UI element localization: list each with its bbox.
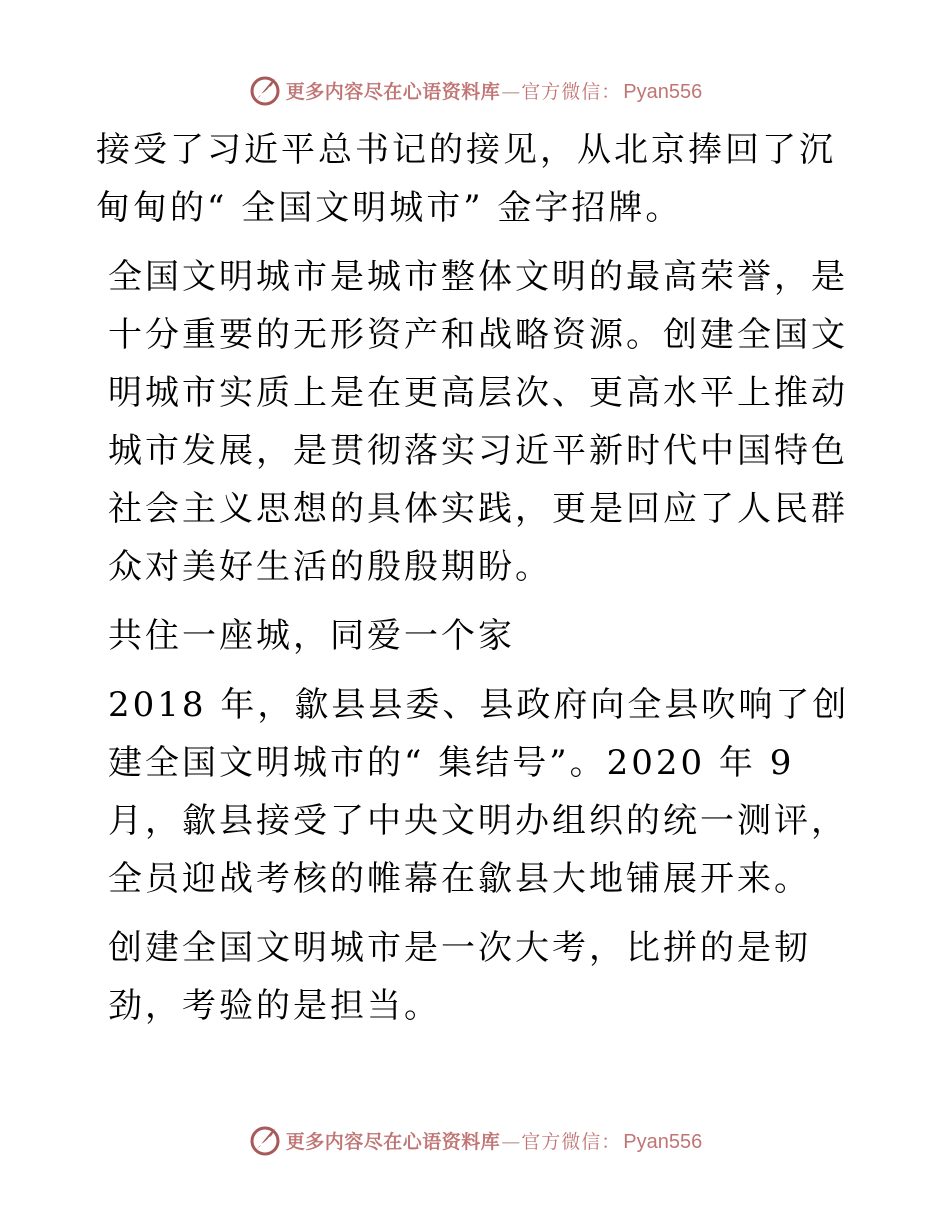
header-site-name: 更多内容尽在心语资料库 [285, 80, 501, 103]
footer-dash: — [501, 1130, 521, 1153]
footer-text [286, 1127, 703, 1154]
paragraph-1: 接受了习近平总书记的接见，从北京捧回了沉甸甸的“ 全国文明城市” 金字招牌。 [96, 130, 836, 228]
quill-logo-icon [248, 1123, 282, 1157]
footer-wechat-id: Pyan556 [623, 1130, 703, 1153]
header-dash: — [501, 80, 521, 103]
footer-wechat-label: 官方微信： [521, 1130, 622, 1153]
document-body [96, 121, 856, 1035]
footer-site-name: 更多内容尽在心语资料库 [285, 1130, 501, 1153]
quill-logo-icon [248, 73, 282, 107]
header-text [286, 77, 703, 104]
header-wechat-label: 官方微信： [521, 80, 622, 103]
paragraph-2: 全国文明城市是城市整体文明的最高荣誉，是十分重要的无形资产和战略资源。创建全国文明城市实质上是在更高层次、更高水平上推动城市发展，是贯彻落实习近平新时代中国特色社会主义思想的具体实践，更是回应了人民群众对美好生活的殷殷期盼。 [108, 257, 848, 587]
page-header-banner [0, 70, 950, 110]
section-heading: 共住一座城，同爱一个家 [108, 616, 515, 656]
paragraph-3: 2018 年，歙县县委、县政府向全县吹响了创建全国文明城市的“ 集结号”。2020 年 9 月，歙县接受了中央文明办组织的统一测评，全员迎战考核的帷幕在歙县大地铺展开来。 [108, 685, 850, 899]
page-footer-banner [0, 1120, 950, 1160]
header-wechat-id: Pyan556 [623, 80, 703, 103]
paragraph-4: 创建全国文明城市是一次大考，比拼的是韧劲，考验的是担当。 [108, 928, 811, 1026]
